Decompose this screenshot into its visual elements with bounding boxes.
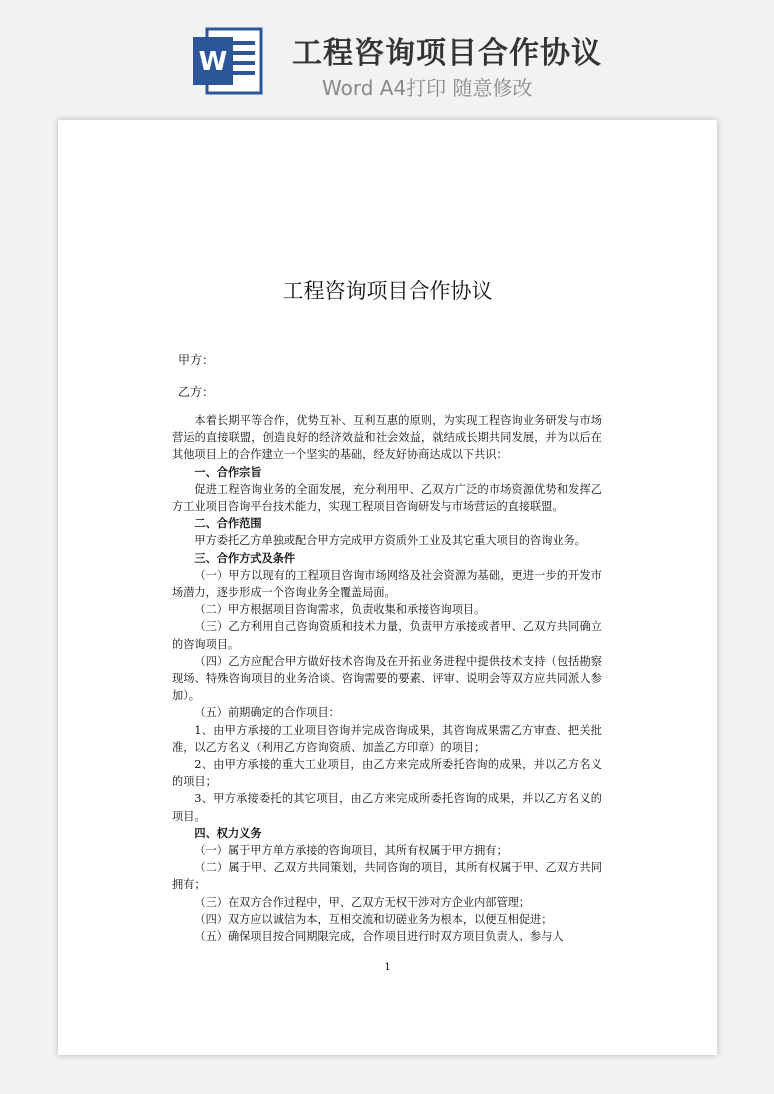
- document-body: [172, 412, 602, 945]
- page-number: 1: [384, 962, 391, 973]
- word-icon: [193, 25, 265, 97]
- party-b-label: 乙方：: [178, 385, 215, 399]
- paragraph: （五）前期确定的合作项目：: [194, 706, 340, 720]
- section-heading: 二、合作范围: [194, 516, 262, 531]
- section-heading: 一、合作宗旨: [194, 464, 262, 479]
- paragraph: （一）属于甲方单方承接的咨询项目，其所有权属于甲方拥有；: [194, 844, 508, 858]
- paragraph: 甲方委托乙方单独或配合甲方完成甲方资质外工业及其它重大项目的咨询业务。: [194, 534, 586, 548]
- paragraph: 1、由甲方承接的工业项目咨询并完成咨询成果，其咨询成果需乙方审查、把关批准，以乙方名义（利用乙方咨询资质、加盖乙方印章）的项目；: [172, 723, 602, 754]
- header-title: 工程咨询项目合作协议: [292, 36, 602, 71]
- paragraph: （五）确保项目按合同期限完成，合作项目进行时双方项目负责人、参与人: [194, 930, 564, 944]
- paragraph: （三）在双方合作过程中，甲、乙双方无权干涉对方企业内部管理；: [194, 895, 531, 909]
- paragraph: 2、由甲方承接的重大工业项目，由乙方来完成所委托咨询的成果，并以乙方名义的项目；: [172, 758, 602, 789]
- party-a-label: 甲方：: [178, 353, 215, 367]
- document-title: 工程咨询项目合作协议: [282, 279, 493, 303]
- paragraph: （四）乙方应配合甲方做好技术咨询及在开拓业务进程中提供技术支持（包括勘察现场、特殊咨询项目的业务洽谈、咨询需要的要素、评审、说明会等双方应共同派人参加）。: [172, 654, 602, 703]
- section-heading: 四、权力义务: [194, 825, 262, 840]
- paragraph: （一）甲方以现有的工程项目咨询市场网络及社会资源为基础，更进一步的开发市场潜力，逐步形成一个咨询业务全覆盖局面。: [172, 568, 602, 600]
- word-icon-letter: W: [198, 47, 228, 77]
- paragraph: （三）乙方利用自己咨询资质和技术力量，负责甲方承接或者甲、乙双方共同确立的咨询项目。: [172, 620, 602, 651]
- paragraph: （四）双方应以诚信为本，互相交流和切磋业务为根本，以便互相促进；: [194, 912, 553, 926]
- paragraph: （二）属于甲、乙双方共同策划，共同咨询的项目，其所有权属于甲、乙双方共同拥有；: [172, 861, 602, 892]
- section-heading: 三、合作方式及条件: [194, 550, 296, 565]
- header-subtitle: Word A4打印 随意修改: [322, 76, 533, 100]
- header: [0, 0, 774, 110]
- paragraph: 本着长期平等合作，优势互补、互利互惠的原则，为实现工程咨询业务研发与市场营运的直接联盟，创造良好的经济效益和社会效益，就结成长期共同发展，并为以后在其他项目上的合作建立一个坚实的基础，经友好协商达成以下共识：: [172, 414, 602, 462]
- paragraph: 促进工程咨询业务的全面发展，充分利用甲、乙双方广泛的市场资源优势和发挥乙方工业项目咨询平台技术能力，实现工程项目咨询研发与市场营运的直接联盟。: [172, 482, 602, 514]
- document-page: [58, 120, 717, 1055]
- paragraph: 3、甲方承接委托的其它项目，由乙方来完成所委托咨询的成果，并以乙方名义的项目。: [172, 792, 602, 823]
- paragraph: （二）甲方根据项目咨询需求，负责收集和承接咨询项目。: [194, 603, 486, 617]
